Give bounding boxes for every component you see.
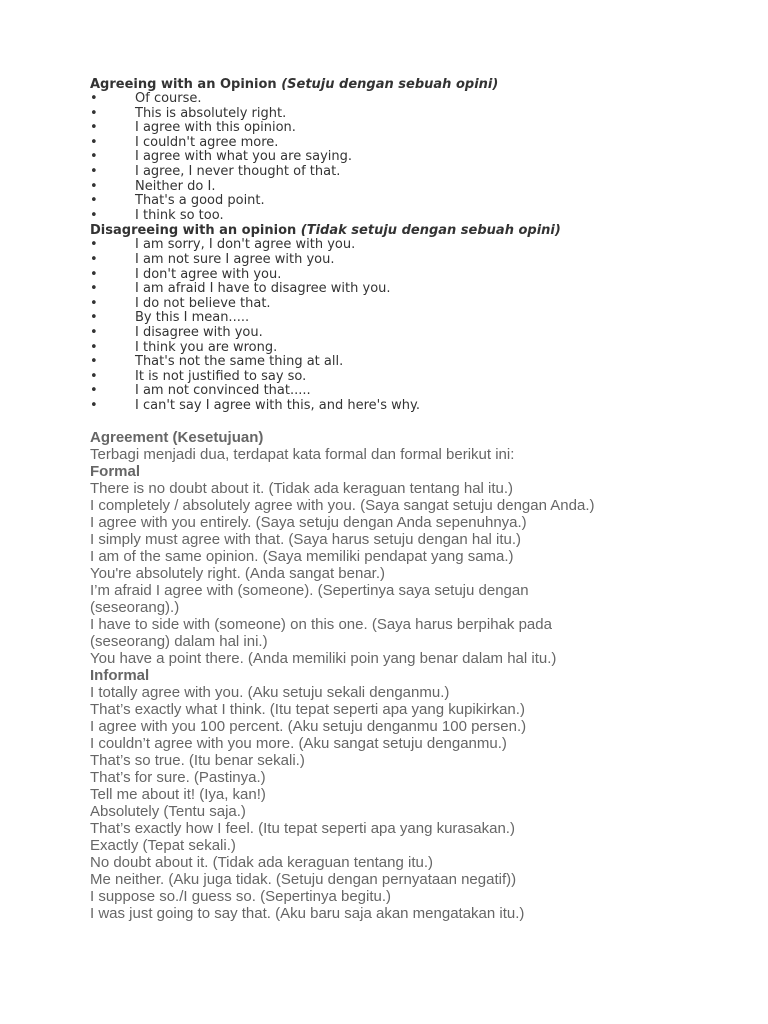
text-line: I was just going to say that. (Aku baru saja akan mengatakan itu.): [90, 905, 525, 923]
text-line: That’s so true. (Itu benar sekali.): [90, 752, 305, 770]
text-line: I couldn’t agree with you more. (Aku sangat setuju denganmu.): [90, 735, 507, 753]
section-gap: [90, 413, 750, 429]
text-line: No doubt about it. (Tidak ada keraguan tentang itu.): [90, 854, 434, 872]
bullet-icon: •: [90, 310, 98, 326]
text-line: (seseorang).): [90, 599, 180, 617]
list-item-text: I am not convinced that.....: [135, 383, 311, 399]
list-item: [90, 253, 750, 268]
text-line: That’s for sure. (Pastinya.): [90, 769, 266, 787]
list-item-text: I agree with what you are saying.: [135, 149, 352, 165]
bullet-icon: •: [90, 163, 98, 179]
bullet-icon: •: [90, 383, 98, 399]
bullet-icon: •: [90, 339, 98, 355]
disagreeing-heading: [90, 223, 750, 238]
text-line: Exactly (Tepat sekali.): [90, 837, 236, 855]
bullet-icon: •: [90, 368, 98, 384]
document-page: [90, 77, 750, 922]
list-item-text: I do not believe that.: [135, 295, 271, 311]
list-item-text: Of course.: [135, 91, 202, 106]
text-line: There is no doubt about it. (Tidak ada keraguan tentang hal itu.): [90, 480, 514, 498]
text-line: I am of the same opinion. (Saya memiliki pendapat yang sama.): [90, 548, 514, 566]
disagreeing-subtitle: (Tidak setuju dengan sebuah opini): [300, 223, 561, 239]
informal-heading: Informal: [90, 667, 150, 685]
list-item: [90, 194, 750, 209]
list-item-text: I don't agree with you.: [135, 266, 282, 282]
list-item-text: I disagree with you.: [135, 324, 263, 340]
agreeing-heading: [90, 77, 750, 92]
list-item-text: That's a good point.: [135, 193, 265, 209]
formal-heading: Formal: [90, 463, 141, 481]
bullet-icon: •: [90, 105, 98, 121]
agreement-title: Agreement (Kesetujuan): [90, 429, 264, 447]
list-item-text: I am sorry, I don't agree with you.: [135, 237, 356, 253]
text-line: I have to side with (someone) on this one. (Saya harus berpihak pada: [90, 616, 552, 634]
list-item: [90, 341, 750, 356]
bullet-icon: •: [90, 91, 98, 106]
agreement-intro: Terbagi menjadi dua, terdapat kata formal dan formal berikut ini:: [90, 446, 515, 464]
text-line: You have a point there. (Anda memiliki poin yang benar dalam hal itu.): [90, 650, 557, 668]
list-item-text: I think so too.: [135, 207, 224, 223]
bullet-icon: •: [90, 324, 98, 340]
list-item: [90, 136, 750, 151]
list-item: [90, 384, 750, 399]
list-item: [90, 282, 750, 297]
list-item: [90, 297, 750, 312]
list-item-text: I agree with this opinion.: [135, 120, 296, 136]
agreeing-title: Agreeing with an Opinion: [90, 77, 277, 92]
list-item: [90, 121, 750, 136]
text-line: That’s exactly what I think. (Itu tepat seperti apa yang kupikirkan.): [90, 701, 525, 719]
list-item: [90, 326, 750, 341]
agreeing-subtitle: (Setuju dengan sebuah opini): [281, 77, 499, 92]
text-line: (seseorang) dalam hal ini.): [90, 633, 268, 651]
list-item-text: I think you are wrong.: [135, 339, 278, 355]
list-item: [90, 107, 750, 122]
bullet-icon: •: [90, 266, 98, 282]
list-item: [90, 355, 750, 370]
list-item-text: That's not the same thing at all.: [135, 354, 344, 370]
bullet-icon: •: [90, 281, 98, 297]
text-line: I agree with you 100 percent. (Aku setuju denganmu 100 persen.): [90, 718, 527, 736]
bullet-icon: •: [90, 207, 98, 223]
text-line: I simply must agree with that. (Saya harus setuju dengan hal itu.): [90, 531, 522, 549]
text-line: Me neither. (Aku juga tidak. (Setuju dengan pernyataan negatif)): [90, 871, 517, 889]
list-item: [90, 370, 750, 385]
text-line: I completely / absolutely agree with you. (Saya sangat setuju dengan Anda.): [90, 497, 595, 515]
list-item: [90, 209, 750, 224]
list-item: [90, 399, 750, 414]
informal-lines: [90, 684, 750, 922]
text-line: I agree with you entirely. (Saya setuju dengan Anda sepenuhnya.): [90, 514, 527, 532]
list-item: [90, 165, 750, 180]
agreeing-list: [90, 92, 750, 223]
list-item-text: Neither do I.: [135, 178, 216, 194]
text-line: I suppose so./I guess so. (Sepertinya begitu.): [90, 888, 392, 906]
list-item-text: I am afraid I have to disagree with you.: [135, 281, 391, 297]
disagreeing-list: [90, 238, 750, 413]
list-item-text: I agree, I never thought of that.: [135, 163, 341, 179]
list-item: [90, 238, 750, 253]
bullet-icon: •: [90, 120, 98, 136]
text-line: I’m afraid I agree with (someone). (Sepertinya saya setuju dengan: [90, 582, 529, 600]
list-item-text: It is not justified to say so.: [135, 368, 307, 384]
list-item: [90, 180, 750, 195]
text-line: Tell me about it! (Iya, kan!): [90, 786, 266, 804]
bullet-icon: •: [90, 397, 98, 413]
list-item-text: I am not sure I agree with you.: [135, 251, 335, 267]
text-line: Absolutely (Tentu saja.): [90, 803, 246, 821]
bullet-icon: •: [90, 237, 98, 253]
list-item-text: By this I mean.....: [135, 310, 250, 326]
list-item: [90, 92, 750, 107]
list-item: [90, 311, 750, 326]
list-item: [90, 268, 750, 283]
text-line: You're absolutely right. (Anda sangat benar.): [90, 565, 386, 583]
bullet-icon: •: [90, 251, 98, 267]
bullet-icon: •: [90, 178, 98, 194]
bullet-icon: •: [90, 354, 98, 370]
text-line: That’s exactly how I feel. (Itu tepat seperti apa yang kurasakan.): [90, 820, 515, 838]
bullet-icon: •: [90, 149, 98, 165]
list-item-text: I couldn't agree more.: [135, 134, 279, 150]
list-item-text: I can't say I agree with this, and here's why.: [135, 397, 420, 413]
bullet-icon: •: [90, 193, 98, 209]
formal-lines: [90, 480, 750, 667]
list-item: [90, 150, 750, 165]
disagreeing-title: Disagreeing with an opinion: [90, 223, 297, 239]
bullet-icon: •: [90, 134, 98, 150]
list-item-text: This is absolutely right.: [135, 105, 287, 121]
text-line: I totally agree with you. (Aku setuju sekali denganmu.): [90, 684, 450, 702]
bullet-icon: •: [90, 295, 98, 311]
